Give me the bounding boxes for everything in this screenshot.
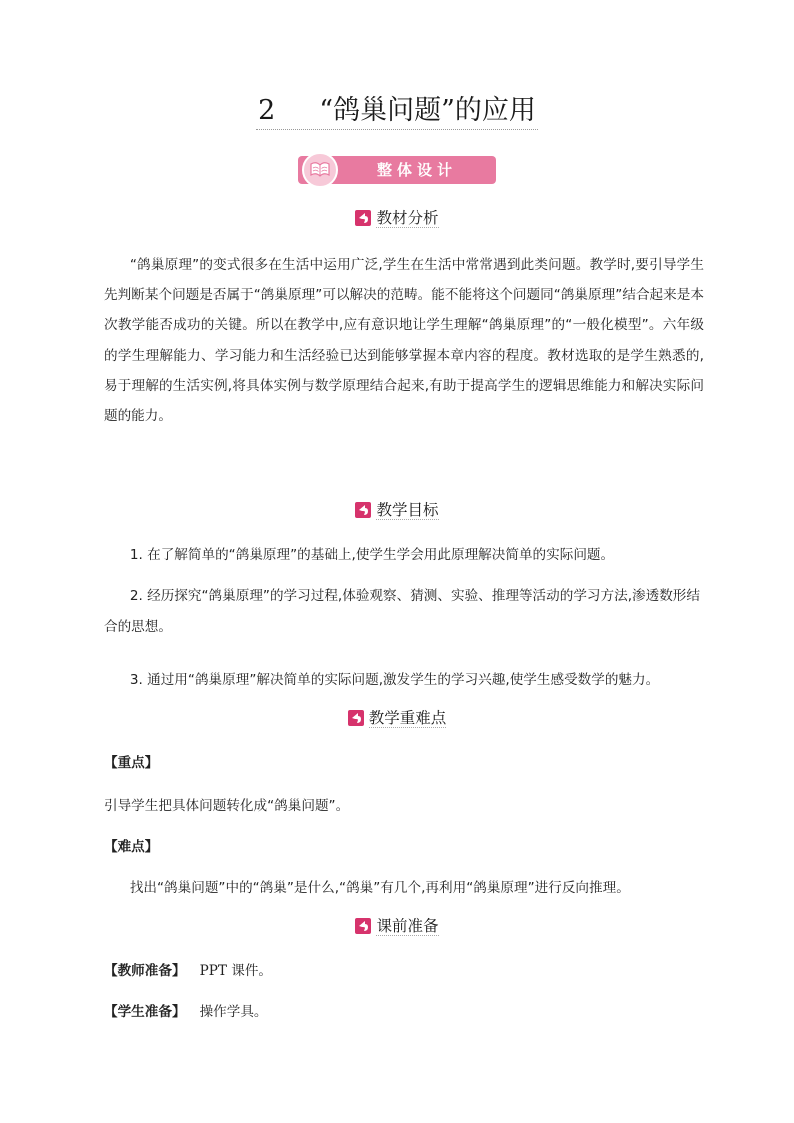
teacher-preparation (104, 956, 704, 986)
section-marker-icon (355, 502, 371, 518)
student-prep-value: 操作学具。 (199, 1004, 268, 1020)
page-title (0, 88, 794, 130)
focus-label: 【重点】 (104, 755, 159, 771)
teacher-prep-label: 【教师准备】 (104, 963, 186, 979)
section-title: 教材分析 (376, 209, 439, 227)
difficulty-text: 找出“鸽巢问题”中的“鸽巢”是什么,“鸽巢”有几个,再利用“鸽巢原理”进行反向推理。 (129, 880, 630, 896)
section-title: 课前准备 (376, 917, 439, 935)
overall-design-banner (298, 156, 496, 184)
section-heading-key-points (0, 708, 794, 730)
section-marker-icon (348, 710, 364, 726)
section-heading-preparation (0, 916, 794, 938)
goal-item-1: 1. 在了解简单的“鸽巢原理”的基础上,使学生学会用此原理解决简单的实际问题。 (129, 547, 615, 563)
lesson-number: 2 (258, 95, 276, 126)
section-title: 教学目标 (376, 501, 439, 519)
banner-label: 整体设计 (376, 161, 457, 179)
goal-item-3: 3. 通过用“鸽巢原理”解决简单的实际问题,激发学生的学习兴趣,使学生感受数学的魅力。 (129, 672, 660, 688)
section-title: 教学重难点 (368, 709, 447, 727)
teacher-prep-value: PPT 课件。 (199, 963, 273, 979)
open-book-icon (302, 152, 338, 188)
student-preparation (104, 997, 704, 1027)
section-heading-goals (0, 500, 794, 522)
lesson-title: “鸽巢问题”的应用 (319, 95, 536, 126)
section-marker-icon (355, 210, 371, 226)
student-prep-label: 【学生准备】 (104, 1004, 186, 1020)
section-heading-analysis (0, 208, 794, 230)
goal-item-2: 2. 经历探究“鸽巢原理”的学习过程,体验观察、猜测、实验、推理等活动的学习方法,渗透数形结合的思想。 (104, 588, 700, 635)
analysis-paragraph: “鸽巢原理”的变式很多在生活中运用广泛,学生在生活中常常遇到此类问题。教学时,要引导学生先判断某个问题是否属于“鸽巢原理”可以解决的范畴。能不能将这个问题同“鸽巢原理”结合起来是本次教学能否成功的关键。所以在教学中,应有意识地让学生理解“鸽巢原理”的“一般化模型”。六年级的学生理解能力、学习能力和生活经验已达到能够掌握本章内容的程度。教材选取的是学生熟悉的,易于理解的生活实例,将具体实例与数学原理结合起来,有助于提高学生的逻辑思维能力和解决实际问题的能力。 (104, 257, 704, 425)
section-marker-icon (355, 918, 371, 934)
difficulty-label: 【难点】 (104, 839, 159, 855)
focus-text: 引导学生把具体问题转化成“鸽巢问题”。 (104, 798, 350, 814)
